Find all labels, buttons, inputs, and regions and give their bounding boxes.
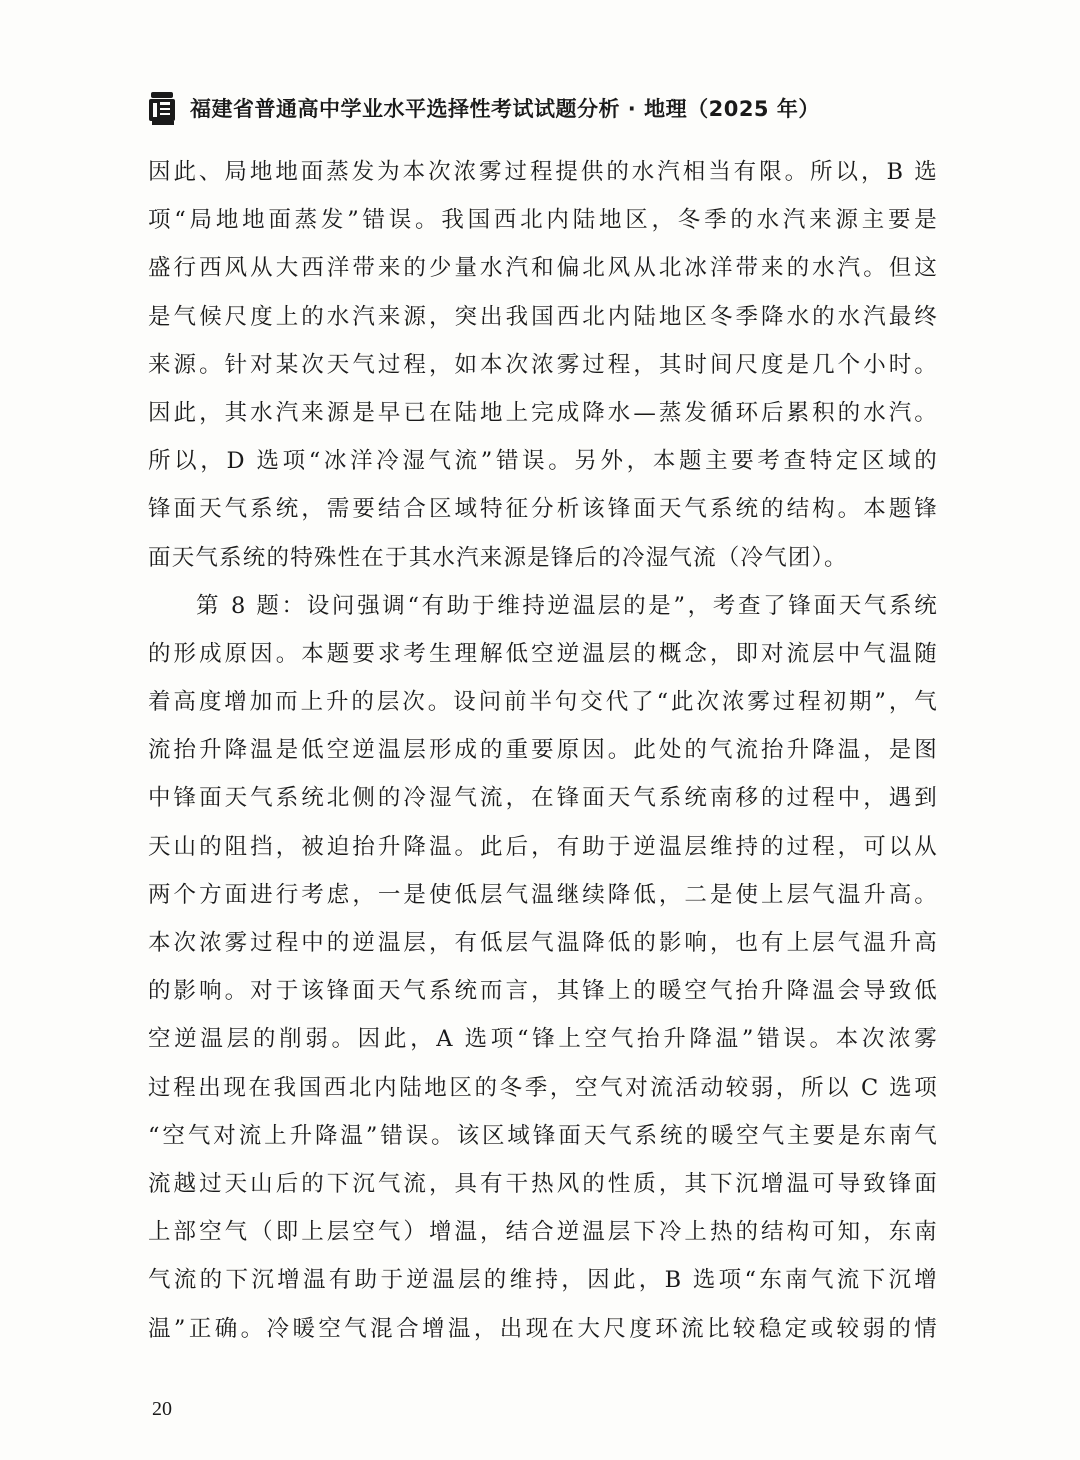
text-line: 温”正确。冷暖空气混合增温，出现在大尺度环流比较稳定或较弱的情 [148, 1315, 938, 1342]
text-line: 中锋面天气系统北侧的冷湿气流，在锋面天气系统南移的过程中，遇到 [148, 785, 938, 812]
text-line: 气流的下沉增温有助于逆温层的维持，因此，B 选项“东南气流下沉增 [148, 1267, 938, 1294]
text-line: 锋面天气系统，需要结合区域特征分析该锋面天气系统的结构。本题锋 [148, 496, 938, 523]
text-line: 的形成原因。本题要求考生理解低空逆温层的概念，即对流层中气温随 [148, 640, 938, 667]
text-line: 过程出现在我国西北内陆地区的冬季，空气对流活动较弱，所以 C 选项 [148, 1074, 938, 1101]
text-line: 天山的阻挡，被迫抬升降温。此后，有助于逆温层维持的过程，可以从 [148, 833, 938, 860]
text-line: 因此，其水汽来源是早已在陆地上完成降水—蒸发循环后累积的水汽。 [148, 399, 938, 426]
book-logo-icon [148, 90, 178, 126]
text-line: 的影响。对于该锋面天气系统而言，其锋上的暖空气抬升降温会导致低 [148, 978, 938, 1005]
text-line: 盛行西风从大西洋带来的少量水汽和偏北风从北冰洋带来的水汽。但这 [148, 255, 938, 282]
text-line: 是气候尺度上的水汽来源，突出我国西北内陆地区冬季降水的水汽最终 [148, 303, 938, 330]
header-title: 福建省普通高中学业水平选择性考试试题分析 · 地理（2025 年） [190, 97, 820, 121]
text-line: 上部空气（即上层空气）增温，结合逆温层下冷上热的结构可知，东南 [148, 1219, 938, 1246]
text-line: 空逆温层的削弱。因此，A 选项“锋上空气抬升降温”错误。本次浓雾 [148, 1026, 938, 1053]
text-line: 来源。针对某次天气过程，如本次浓雾过程，其时间尺度是几个小时。 [148, 351, 938, 378]
text-line: “空气对流上升降温”错误。该区域锋面天气系统的暖空气主要是东南气 [148, 1122, 938, 1149]
text-line: 流越过天山后的下沉气流，具有干热风的性质，其下沉增温可导致锋面 [148, 1170, 938, 1197]
text-line: 两个方面进行考虑，一是使低层气温继续降低，二是使上层气温升高。 [148, 881, 938, 908]
text-line: 面天气系统的特殊性在于其水汽来源是锋后的冷湿气流（冷气团）。 [148, 544, 848, 571]
text-line: 本次浓雾过程中的逆温层，有低层气温降低的影响，也有上层气温升高 [148, 930, 938, 956]
page-number: 20 [152, 1398, 172, 1420]
text-line: 项“局地地面蒸发”错误。我国西北内陆地区，冬季的水汽来源主要是 [148, 207, 938, 234]
text-line: 着高度增加而上升的层次。设问前半句交代了“此次浓雾过程初期”，气 [148, 689, 938, 716]
body-text [148, 148, 938, 1353]
text-line: 因此、局地地面蒸发为本次浓雾过程提供的水汽相当有限。所以，B 选 [148, 159, 938, 185]
text-line: 所以，D 选项“冰洋冷湿气流”错误。另外，本题主要考查特定区域的 [148, 448, 938, 475]
page-header [148, 88, 948, 128]
text-line: 第 8 题：设问强调“有助于维持逆温层的是”，考查了锋面天气系统 [196, 592, 938, 619]
text-line: 流抬升降温是低空逆温层形成的重要原因。此处的气流抬升降温，是图 [148, 737, 938, 764]
